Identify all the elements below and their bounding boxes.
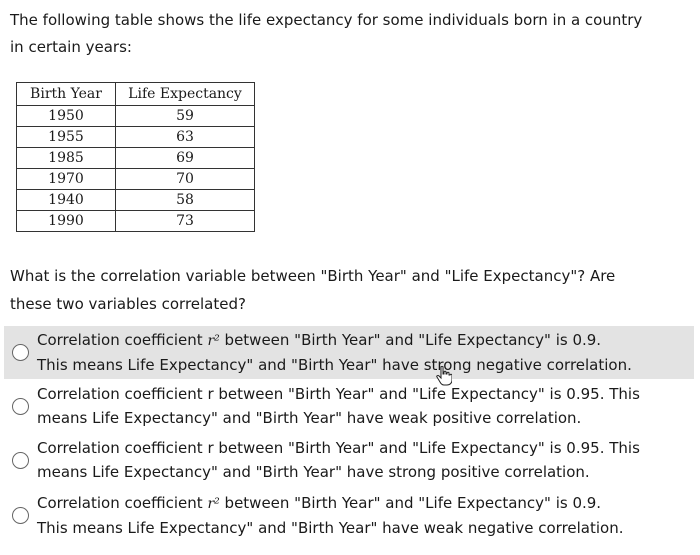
option-label <box>37 382 677 430</box>
intro-text: The following table shows the life expectancy for some individuals born in a country in certain years: <box>10 11 643 56</box>
life-expectancy-cell: 69 <box>116 148 255 169</box>
table-row <box>17 127 255 148</box>
option-prefix: Correlation coefficient <box>37 439 203 457</box>
option-prefix: Correlation coefficient <box>37 331 203 349</box>
column-header-birth-year: Birth Year <box>17 83 116 106</box>
option-suffix: between "Birth Year" and "Life Expectancy" is 0.95. This <box>218 439 640 457</box>
birth-year-cell: 1990 <box>17 211 116 232</box>
birth-year-cell: 1940 <box>17 190 116 211</box>
option-prefix: Correlation coefficient <box>37 494 203 512</box>
option-line2: means Life Expectancy" and "Birth Year" have weak positive correlation. <box>37 409 582 427</box>
life-expectancy-cell: 58 <box>116 190 255 211</box>
option-label <box>37 491 677 540</box>
option-suffix: between "Birth Year" and "Life Expectancy" is 0.95. This <box>218 385 640 403</box>
coefficient-symbol: r² <box>207 496 220 512</box>
table-row <box>17 169 255 190</box>
life-expectancy-cell: 73 <box>116 211 255 232</box>
column-header-life-expectancy: Life Expectancy <box>116 83 255 106</box>
answer-option-2[interactable] <box>4 380 694 433</box>
life-expectancy-cell: 59 <box>116 106 255 127</box>
life-expectancy-cell: 70 <box>116 169 255 190</box>
birth-year-cell: 1985 <box>17 148 116 169</box>
option-prefix: Correlation coefficient <box>37 385 203 403</box>
radio-button[interactable] <box>12 398 29 415</box>
table-header-row <box>17 83 255 106</box>
option-label <box>37 436 677 484</box>
option-suffix: between "Birth Year" and "Life Expectancy" is 0.9. <box>224 331 602 349</box>
radio-button[interactable] <box>12 344 29 361</box>
table-row <box>17 106 255 127</box>
table-row <box>17 190 255 211</box>
option-suffix: between "Birth Year" and "Life Expectancy" is 0.9. <box>224 494 602 512</box>
coefficient-symbol: r <box>207 439 214 457</box>
table-row <box>17 148 255 169</box>
answer-option-4[interactable] <box>4 489 694 542</box>
radio-button[interactable] <box>12 507 29 524</box>
answer-option-3[interactable] <box>4 434 694 487</box>
option-line2: This means Life Expectancy" and "Birth Year" have weak negative correlation. <box>37 519 624 537</box>
life-expectancy-cell: 63 <box>116 127 255 148</box>
birth-year-cell: 1950 <box>17 106 116 127</box>
coefficient-symbol: r <box>207 385 214 403</box>
table-row <box>17 211 255 232</box>
option-label <box>37 328 677 377</box>
hand-cursor-icon <box>436 366 452 386</box>
radio-button[interactable] <box>12 452 29 469</box>
question-text: What is the correlation variable between "Birth Year" and "Life Expectancy"? Are these two variables correlated? <box>10 267 616 313</box>
coefficient-symbol: r² <box>207 333 220 349</box>
life-expectancy-table <box>16 82 255 232</box>
option-line2: This means Life Expectancy" and "Birth Year" have strong negative correlation. <box>37 356 632 374</box>
option-line2: means Life Expectancy" and "Birth Year" have strong positive correlation. <box>37 463 590 481</box>
birth-year-cell: 1955 <box>17 127 116 148</box>
answer-option-1[interactable] <box>4 326 694 379</box>
birth-year-cell: 1970 <box>17 169 116 190</box>
